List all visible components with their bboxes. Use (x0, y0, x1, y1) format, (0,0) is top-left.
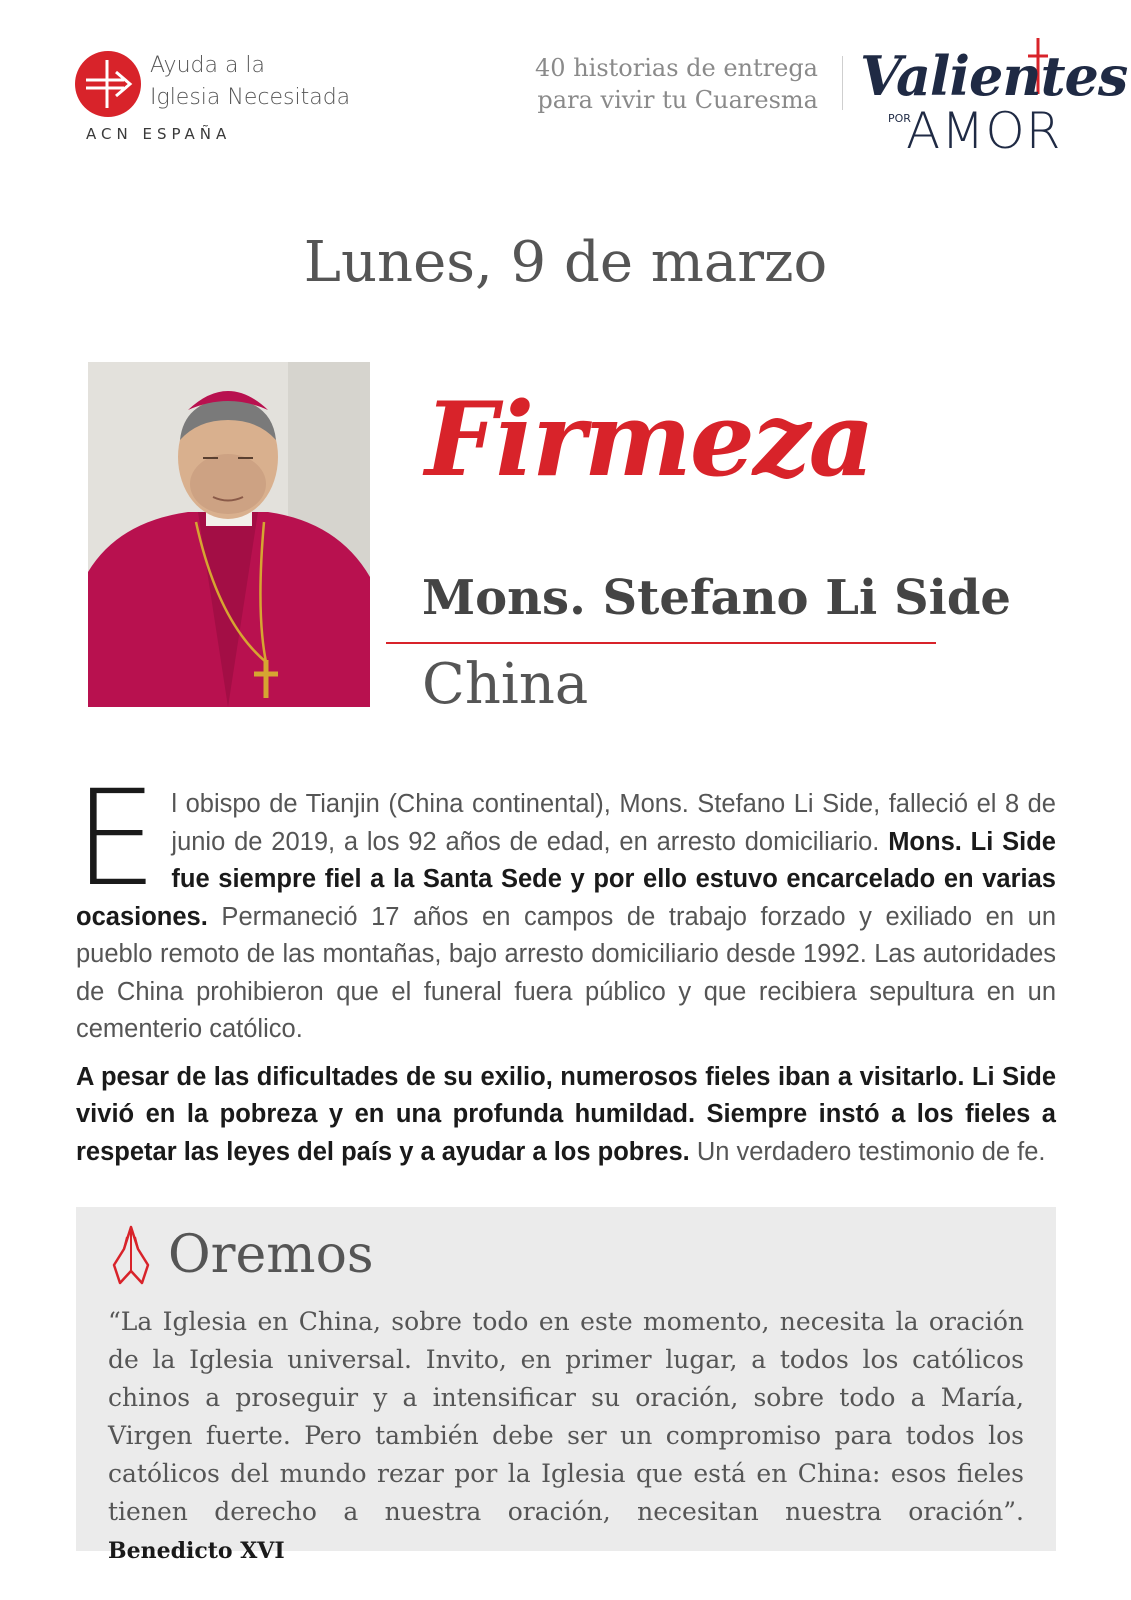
story-paragraph-2 (76, 1059, 1056, 1172)
country-name: China (422, 652, 589, 717)
brand-logo (860, 38, 1128, 168)
story-body (74, 762, 1056, 1171)
org-name-line2: Iglesia Necesitada (150, 85, 351, 110)
story-p1-emphasis: Mons. Li Side fue siempre fiel a la Santa Sede y por ello estuvo encarcelado en varias ocasiones. (76, 827, 1056, 931)
story-p1-text-c: Permaneció 17 años en campos de trabajo forzado y exiliado en un pueblo remoto de las montañas, bajo arresto domiciliario desde 1992. Las autoridades de China prohibieron que el funeral fuera público y que recibiera sepultura en un cementerio católico. (76, 902, 1056, 1043)
org-name-line1: Ayuda a la (150, 53, 266, 78)
praying-hands-icon (110, 1225, 152, 1285)
story-p2-text-b: Un verdadero testimonio de fe. (689, 1137, 1046, 1166)
story-paragraph-1 (74, 762, 1056, 1049)
page-date: Lunes, 9 de marzo (303, 230, 828, 295)
story-p2-emphasis: A pesar de las dificultades de su exilio, numerosos fieles iban a visitarlo. Li Side vivió en la pobreza y en una profunda humildad. Siempre instó a los fieles a respetar las leyes del país y a ayudar a los pobres. (76, 1062, 1056, 1166)
brand-amor: AMOR (906, 102, 1062, 160)
org-country: ACN ESPAÑA (86, 125, 232, 143)
prayer-title: Oremos (168, 1225, 374, 1285)
prayer-quote (108, 1303, 1024, 1570)
virtue-title: Firmeza (425, 380, 873, 500)
org-name (150, 50, 350, 114)
tagline-line2: para vivir tu Cuaresma (537, 86, 818, 114)
story-p1-text-a: l obispo de Tianjin (China continental), Mons. Stefano Li Side, falleció el 8 de junio de 2019, a los 92 años de edad, en arresto domiciliario. (171, 790, 1056, 856)
brand-por: POR (888, 112, 911, 125)
title-divider (386, 642, 936, 644)
tagline (535, 52, 818, 116)
prayer-author: Benedicto XVI (108, 1538, 285, 1564)
header-divider (842, 56, 843, 110)
brand-valientes: Valientes (860, 44, 1128, 108)
drop-cap: E (74, 762, 158, 916)
tagline-line1: 40 historias de entrega (535, 54, 818, 82)
acn-logo-icon (74, 50, 142, 118)
person-name: Mons. Stefano Li Side (422, 570, 1011, 626)
prayer-box (76, 1207, 1056, 1564)
prayer-quote-text: “La Iglesia en China, sobre todo en este momento, necesita la oración de la Iglesia universal. Invito, en primer lugar, a todos los católicos chinos a proseguir y a intensificar su oración, sobre todo a María, Virgen fuerte. Pero también debe ser un compromiso para todos los católicos del mundo rezar por la Iglesia que está en China: esos fieles tienen derecho a nuestra oración, necesitan nuestra oración”. (108, 1307, 1024, 1526)
bishop-portrait-image (88, 362, 370, 707)
